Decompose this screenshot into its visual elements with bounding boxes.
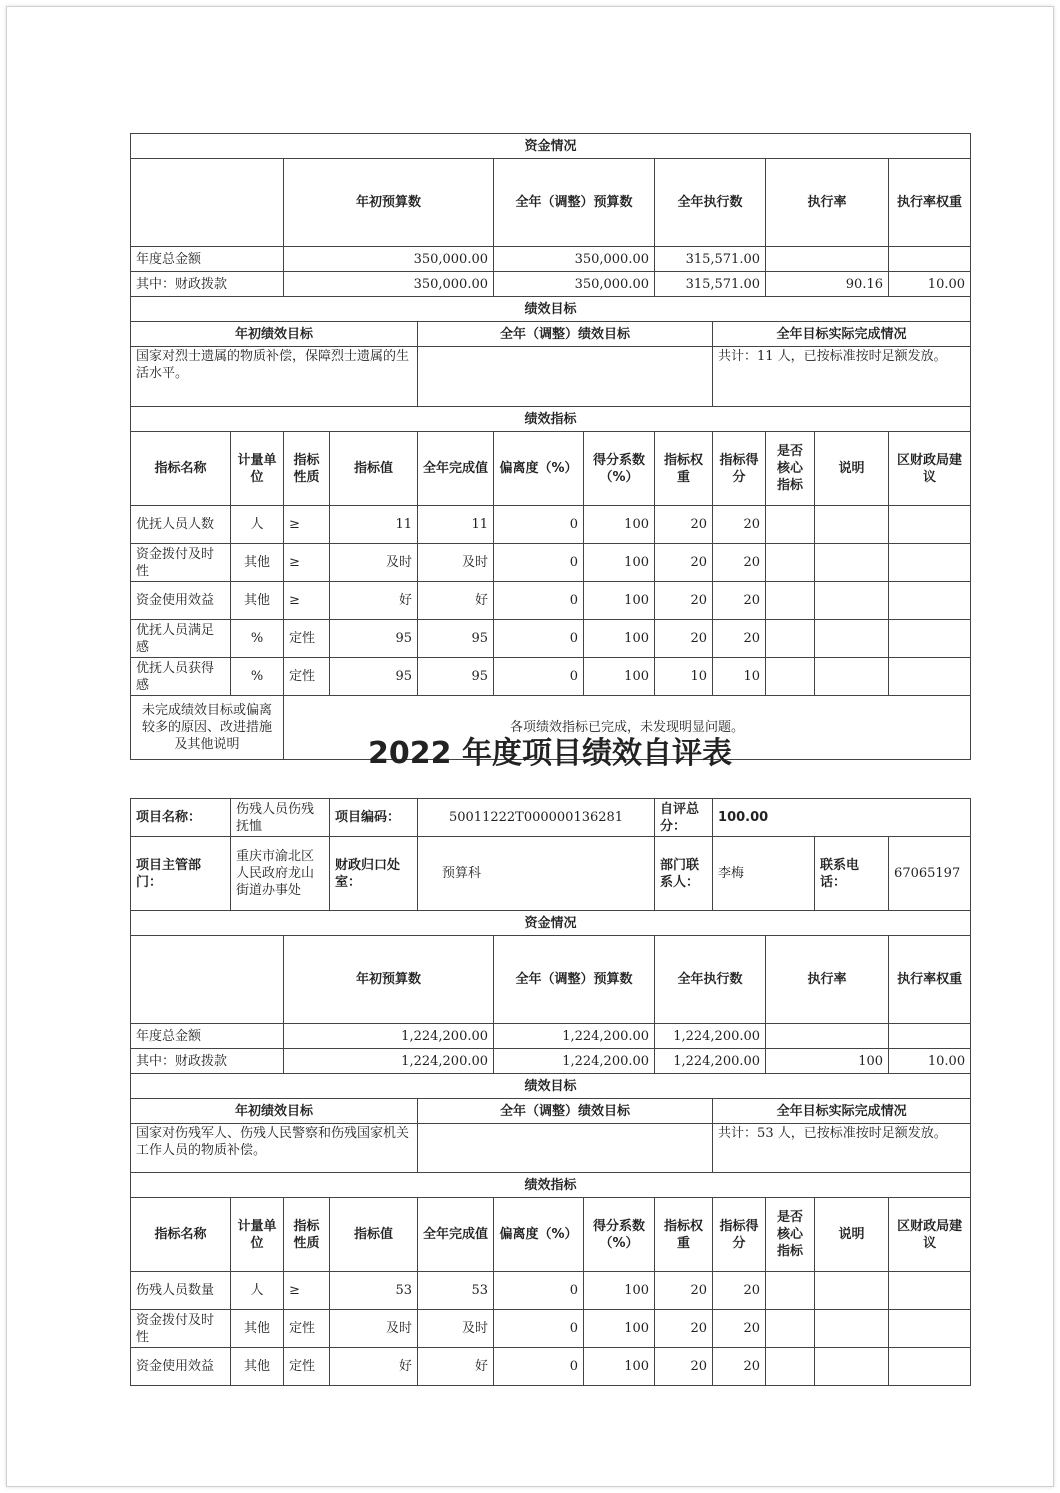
indicator-core bbox=[766, 620, 815, 658]
indicator-note bbox=[815, 1348, 889, 1386]
indicator-nature: ≥ bbox=[284, 544, 330, 582]
indicator-note bbox=[815, 658, 889, 696]
indicator-weight: 20 bbox=[655, 582, 713, 620]
indicator-nature: 定性 bbox=[284, 658, 330, 696]
goal-initial-text: 国家对伤残军人、伤残人民警察和伤残国家机关工作人员的物质补偿。 bbox=[131, 1124, 418, 1173]
col-core: 是否核心指标 bbox=[766, 432, 815, 506]
blank-cell bbox=[131, 159, 284, 247]
col-unit: 计量单位 bbox=[231, 432, 284, 506]
indicator-name: 资金拨付及时性 bbox=[131, 1310, 231, 1348]
row-label: 年度总金额 bbox=[131, 1024, 284, 1049]
col-deviation: 偏离度（%） bbox=[494, 432, 584, 506]
table-row bbox=[131, 620, 971, 658]
col-advice: 区财政局建议 bbox=[889, 432, 971, 506]
dept-contact-label: 部门联系人： bbox=[655, 837, 713, 911]
funds-total-row bbox=[131, 1024, 971, 1049]
indicator-weight: 20 bbox=[655, 1310, 713, 1348]
table-row bbox=[131, 1348, 971, 1386]
goal-adjusted-header: 全年（调整）绩效目标 bbox=[418, 1099, 713, 1124]
indicator-advice bbox=[889, 658, 971, 696]
performance-table-2 bbox=[130, 798, 971, 1386]
fiscal-weight: 10.00 bbox=[889, 272, 971, 297]
indicator-nature: 定性 bbox=[284, 1310, 330, 1348]
finance-office-label: 财政归口处室： bbox=[330, 837, 418, 911]
indicator-core bbox=[766, 582, 815, 620]
indicator-advice bbox=[889, 620, 971, 658]
indicator-unit: 人 bbox=[231, 1272, 284, 1310]
total-weight bbox=[889, 247, 971, 272]
department-value: 重庆市渝北区人民政府龙山街道办事处 bbox=[231, 837, 330, 911]
indicator-actual: 及时 bbox=[418, 544, 494, 582]
indicator-score: 20 bbox=[713, 1272, 766, 1310]
col-coef: 得分系数（%） bbox=[584, 1198, 655, 1272]
project-name-label: 项目名称： bbox=[131, 799, 231, 837]
indicator-value: 好 bbox=[330, 582, 418, 620]
indicator-value: 好 bbox=[330, 1348, 418, 1386]
indicator-deviation: 0 bbox=[494, 1310, 584, 1348]
indicator-score: 20 bbox=[713, 506, 766, 544]
col-nature: 指标性质 bbox=[284, 1198, 330, 1272]
indicator-name: 优抚人员获得感 bbox=[131, 658, 231, 696]
col-exec-weight: 执行率权重 bbox=[889, 936, 971, 1024]
indicator-advice bbox=[889, 1272, 971, 1310]
col-value: 指标值 bbox=[330, 432, 418, 506]
indicator-note bbox=[815, 506, 889, 544]
indicator-unit: 其他 bbox=[231, 582, 284, 620]
indicator-name: 资金使用效益 bbox=[131, 582, 231, 620]
col-exec-rate: 执行率 bbox=[766, 936, 889, 1024]
indicator-name: 资金拨付及时性 bbox=[131, 544, 231, 582]
col-score: 指标得分 bbox=[713, 432, 766, 506]
indicator-core bbox=[766, 544, 815, 582]
fiscal-executed: 1,224,200.00 bbox=[655, 1049, 766, 1074]
department-label: 项目主管部门： bbox=[131, 837, 231, 911]
fiscal-adjusted: 1,224,200.00 bbox=[494, 1049, 655, 1074]
indicator-weight: 20 bbox=[655, 1348, 713, 1386]
indicator-column-headers bbox=[131, 432, 971, 506]
total-weight bbox=[889, 1024, 971, 1049]
indicator-deviation: 0 bbox=[494, 658, 584, 696]
indicator-unit: 其他 bbox=[231, 1348, 284, 1386]
table-row bbox=[131, 1310, 971, 1348]
indicator-note bbox=[815, 620, 889, 658]
indicator-deviation: 0 bbox=[494, 1348, 584, 1386]
indicator-advice bbox=[889, 582, 971, 620]
incomplete-reason-label: 未完成绩效目标或偏离较多的原因、改进措施及其他说明 bbox=[131, 696, 284, 760]
col-budget-adjusted: 全年（调整）预算数 bbox=[494, 159, 655, 247]
col-executed: 全年执行数 bbox=[655, 936, 766, 1024]
col-budget-initial: 年初预算数 bbox=[284, 159, 494, 247]
indicator-score: 20 bbox=[713, 1348, 766, 1386]
indicator-value: 95 bbox=[330, 620, 418, 658]
indicator-score: 20 bbox=[713, 582, 766, 620]
project-name-value: 伤残人员伤残抚恤 bbox=[231, 799, 330, 837]
incomplete-reason-text: 各项绩效指标已完成，未发现明显问题。 bbox=[284, 696, 971, 760]
indicator-value: 53 bbox=[330, 1272, 418, 1310]
indicator-name: 优抚人员人数 bbox=[131, 506, 231, 544]
total-executed: 1,224,200.00 bbox=[655, 1024, 766, 1049]
indicator-coef: 100 bbox=[584, 658, 655, 696]
indicator-actual: 95 bbox=[418, 658, 494, 696]
col-name: 指标名称 bbox=[131, 432, 231, 506]
indicator-coef: 100 bbox=[584, 506, 655, 544]
total-rate bbox=[766, 1024, 889, 1049]
goal-actual-header: 全年目标实际完成情况 bbox=[713, 322, 971, 347]
indicator-weight: 20 bbox=[655, 620, 713, 658]
col-score: 指标得分 bbox=[713, 1198, 766, 1272]
goal-actual-text: 共计：53 人，已按标准按时足额发放。 bbox=[713, 1124, 971, 1173]
indicator-advice bbox=[889, 506, 971, 544]
col-advice: 区财政局建议 bbox=[889, 1198, 971, 1272]
indicator-nature: 定性 bbox=[284, 1348, 330, 1386]
indicator-actual: 好 bbox=[418, 1348, 494, 1386]
col-nature: 指标性质 bbox=[284, 432, 330, 506]
fiscal-rate: 90.16 bbox=[766, 272, 889, 297]
indicator-core bbox=[766, 1272, 815, 1310]
row-label: 年度总金额 bbox=[131, 247, 284, 272]
col-exec-rate: 执行率 bbox=[766, 159, 889, 247]
funds-header: 资金情况 bbox=[131, 134, 971, 159]
col-executed: 全年执行数 bbox=[655, 159, 766, 247]
finance-office-value: 预算科 bbox=[418, 837, 655, 911]
funds-header: 资金情况 bbox=[131, 911, 971, 936]
self-eval-total-value: 100.00 bbox=[713, 799, 971, 837]
fiscal-initial: 1,224,200.00 bbox=[284, 1049, 494, 1074]
indicator-advice bbox=[889, 544, 971, 582]
table-row bbox=[131, 658, 971, 696]
col-note: 说明 bbox=[815, 432, 889, 506]
indicator-unit: % bbox=[231, 620, 284, 658]
indicator-coef: 100 bbox=[584, 1348, 655, 1386]
blank-cell bbox=[131, 936, 284, 1024]
indicator-actual: 11 bbox=[418, 506, 494, 544]
indicator-note bbox=[815, 582, 889, 620]
col-unit: 计量单位 bbox=[231, 1198, 284, 1272]
indicator-advice bbox=[889, 1310, 971, 1348]
indicator-deviation: 0 bbox=[494, 582, 584, 620]
self-eval-total-label: 自评总分： bbox=[655, 799, 713, 837]
fiscal-weight: 10.00 bbox=[889, 1049, 971, 1074]
indicators-header: 绩效指标 bbox=[131, 1173, 971, 1198]
table-row bbox=[131, 544, 971, 582]
project-code-value: 50011222T000000136281 bbox=[418, 799, 655, 837]
indicator-unit: 其他 bbox=[231, 544, 284, 582]
indicator-weight: 20 bbox=[655, 506, 713, 544]
col-actual: 全年完成值 bbox=[418, 1198, 494, 1272]
indicator-deviation: 0 bbox=[494, 1272, 584, 1310]
indicator-core bbox=[766, 658, 815, 696]
fiscal-executed: 315,571.00 bbox=[655, 272, 766, 297]
indicator-nature: ≥ bbox=[284, 1272, 330, 1310]
phone-label: 联系电话： bbox=[815, 837, 889, 911]
goal-initial-header: 年初绩效目标 bbox=[131, 322, 418, 347]
indicator-weight: 10 bbox=[655, 658, 713, 696]
indicator-note bbox=[815, 544, 889, 582]
table-row bbox=[131, 1272, 971, 1310]
indicator-core bbox=[766, 1348, 815, 1386]
col-budget-initial: 年初预算数 bbox=[284, 936, 494, 1024]
indicator-name: 伤残人员数量 bbox=[131, 1272, 231, 1310]
indicator-core bbox=[766, 506, 815, 544]
col-core: 是否核心指标 bbox=[766, 1198, 815, 1272]
goal-adjusted-text bbox=[418, 347, 713, 407]
department-row bbox=[131, 837, 971, 911]
indicator-weight: 20 bbox=[655, 544, 713, 582]
total-rate bbox=[766, 247, 889, 272]
indicator-column-headers bbox=[131, 1198, 971, 1272]
indicator-value: 11 bbox=[330, 506, 418, 544]
indicator-value: 及时 bbox=[330, 1310, 418, 1348]
col-note: 说明 bbox=[815, 1198, 889, 1272]
indicator-coef: 100 bbox=[584, 544, 655, 582]
indicator-nature: 定性 bbox=[284, 620, 330, 658]
total-initial: 350,000.00 bbox=[284, 247, 494, 272]
fiscal-initial: 350,000.00 bbox=[284, 272, 494, 297]
indicator-value: 95 bbox=[330, 658, 418, 696]
total-initial: 1,224,200.00 bbox=[284, 1024, 494, 1049]
indicator-score: 20 bbox=[713, 620, 766, 658]
indicator-name: 优抚人员满足感 bbox=[131, 620, 231, 658]
indicator-score: 20 bbox=[713, 1310, 766, 1348]
dept-contact-value: 李梅 bbox=[713, 837, 815, 911]
indicator-deviation: 0 bbox=[494, 544, 584, 582]
indicator-note bbox=[815, 1310, 889, 1348]
goals-header: 绩效目标 bbox=[131, 1074, 971, 1099]
indicator-advice bbox=[889, 1348, 971, 1386]
indicator-actual: 好 bbox=[418, 582, 494, 620]
col-exec-weight: 执行率权重 bbox=[889, 159, 971, 247]
col-weight: 指标权重 bbox=[655, 1198, 713, 1272]
col-weight: 指标权重 bbox=[655, 432, 713, 506]
indicator-nature: ≥ bbox=[284, 582, 330, 620]
indicator-score: 20 bbox=[713, 544, 766, 582]
indicator-score: 10 bbox=[713, 658, 766, 696]
indicator-coef: 100 bbox=[584, 582, 655, 620]
indicator-unit: % bbox=[231, 658, 284, 696]
fiscal-adjusted: 350,000.00 bbox=[494, 272, 655, 297]
indicator-actual: 95 bbox=[418, 620, 494, 658]
indicator-value: 及时 bbox=[330, 544, 418, 582]
goal-actual-text: 共计：11 人，已按标准按时足额发放。 bbox=[713, 347, 971, 407]
indicator-deviation: 0 bbox=[494, 506, 584, 544]
indicator-name: 资金使用效益 bbox=[131, 1348, 231, 1386]
indicator-deviation: 0 bbox=[494, 620, 584, 658]
goal-initial-text: 国家对烈士遗属的物质补偿，保障烈士遗属的生活水平。 bbox=[131, 347, 418, 407]
indicator-actual: 及时 bbox=[418, 1310, 494, 1348]
project-info-row bbox=[131, 799, 971, 837]
row-label: 其中：财政拨款 bbox=[131, 1049, 284, 1074]
goal-actual-header: 全年目标实际完成情况 bbox=[713, 1099, 971, 1124]
funds-fiscal-row bbox=[131, 272, 971, 297]
indicator-core bbox=[766, 1310, 815, 1348]
table-row bbox=[131, 582, 971, 620]
goals-header: 绩效目标 bbox=[131, 297, 971, 322]
indicator-weight: 20 bbox=[655, 1272, 713, 1310]
goal-initial-header: 年初绩效目标 bbox=[131, 1099, 418, 1124]
indicator-coef: 100 bbox=[584, 1272, 655, 1310]
row-label: 其中：财政拨款 bbox=[131, 272, 284, 297]
total-executed: 315,571.00 bbox=[655, 247, 766, 272]
col-coef: 得分系数（%） bbox=[584, 432, 655, 506]
col-value: 指标值 bbox=[330, 1198, 418, 1272]
goal-adjusted-text bbox=[418, 1124, 713, 1173]
col-name: 指标名称 bbox=[131, 1198, 231, 1272]
table-row bbox=[131, 506, 971, 544]
fiscal-rate: 100 bbox=[766, 1049, 889, 1074]
funds-total-row bbox=[131, 247, 971, 272]
funds-fiscal-row bbox=[131, 1049, 971, 1074]
indicator-coef: 100 bbox=[584, 620, 655, 658]
indicator-nature: ≥ bbox=[284, 506, 330, 544]
indicator-coef: 100 bbox=[584, 1310, 655, 1348]
indicators-header: 绩效指标 bbox=[131, 407, 971, 432]
phone-value: 67065197 bbox=[889, 837, 971, 911]
performance-table-1 bbox=[130, 133, 971, 760]
indicator-note bbox=[815, 1272, 889, 1310]
total-adjusted: 350,000.00 bbox=[494, 247, 655, 272]
indicator-unit: 其他 bbox=[231, 1310, 284, 1348]
total-adjusted: 1,224,200.00 bbox=[494, 1024, 655, 1049]
col-budget-adjusted: 全年（调整）预算数 bbox=[494, 936, 655, 1024]
goal-adjusted-header: 全年（调整）绩效目标 bbox=[418, 322, 713, 347]
indicator-actual: 53 bbox=[418, 1272, 494, 1310]
project-code-label: 项目编码： bbox=[330, 799, 418, 837]
indicator-unit: 人 bbox=[231, 506, 284, 544]
col-deviation: 偏离度（%） bbox=[494, 1198, 584, 1272]
page-title: 2022 年度项目绩效自评表 bbox=[368, 736, 732, 771]
col-actual: 全年完成值 bbox=[418, 432, 494, 506]
